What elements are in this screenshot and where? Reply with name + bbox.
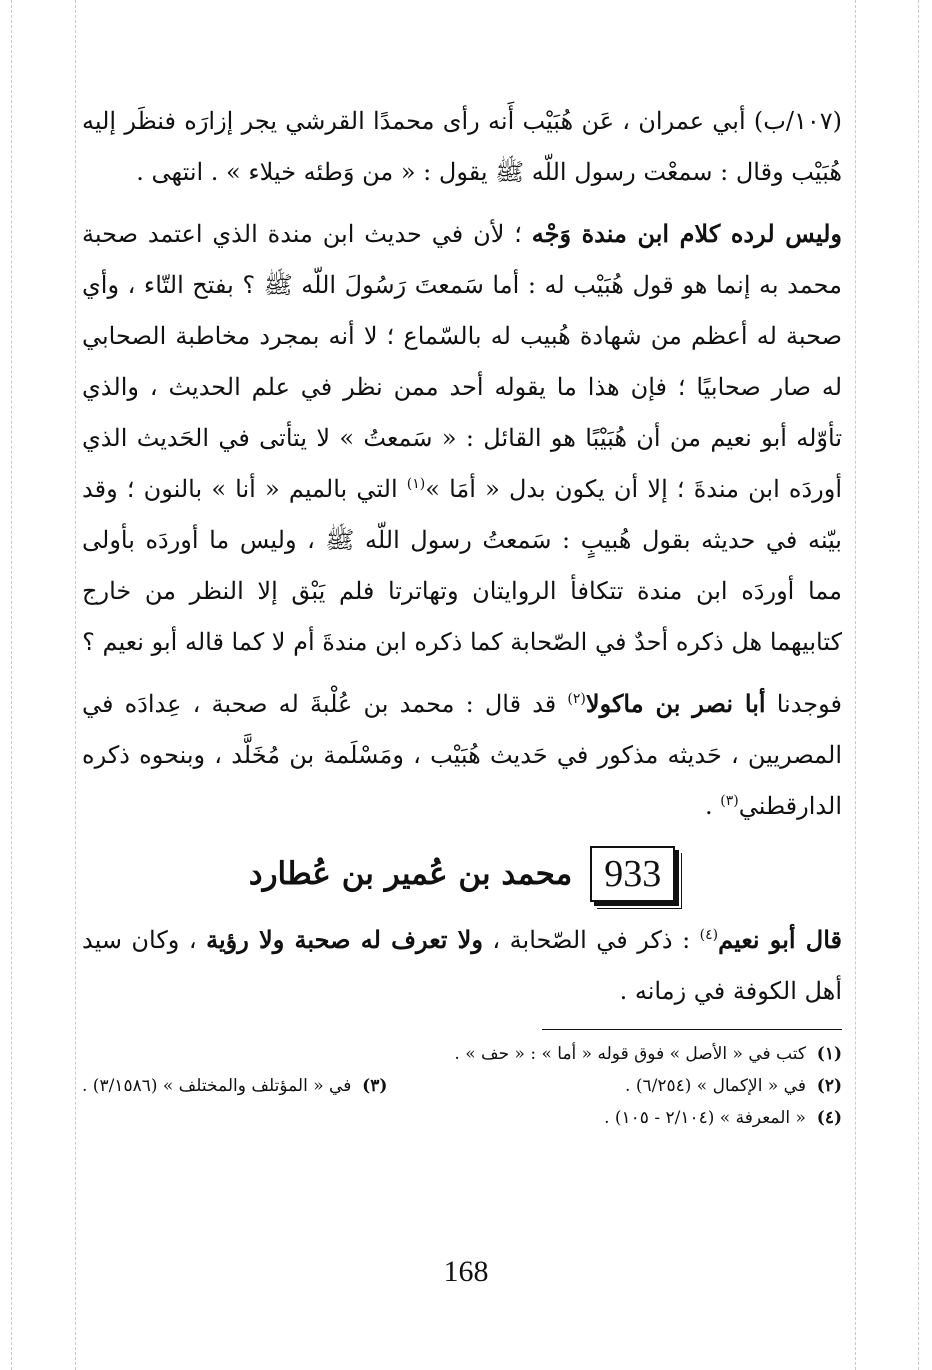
paragraph-4-bold-1: قال أبو نعيم <box>718 925 842 954</box>
footnote-3-text: في « المؤتلف والمختلف » (٣/١٥٨٦) . <box>82 1076 352 1096</box>
margin-guide-line <box>855 0 856 1370</box>
footnote-3 <box>82 1070 387 1102</box>
margin-guide-line <box>918 0 919 1370</box>
footnote-ref-1: (١) <box>406 476 426 492</box>
footnote-ref-3: (٣) <box>720 793 739 809</box>
paragraph-3 <box>82 678 842 832</box>
footnote-ref-2: (٢) <box>567 691 586 707</box>
margin-guide-line <box>75 0 76 1370</box>
paragraph-3-end: . <box>705 792 721 820</box>
paragraph-2-text: ؛ لأن في حديث ابن مندة الذي اعتمد صحبة محمد به إنما هو قول هُبَيْب له : أما سَمعتَ رَسُولَ اللّه ﷺ ؟ بفتح التّاء ، وأي صحبة له أعظم من شهادة هُبيب له بالسّماع ؛ لا أنه بمجرد مخاطبة الصحابي له صار صحابيًا ؛ فإن هذا ما يقوله أحد ممن نظر في علم الحديث ، والذي تأوّله أبو نعيم من أن هُبَيْبًا هو القائل : « سَمعتُ » لا يتأتى في الحَديث الذي أوردَه ابن مندةَ ؛ إلا أن يكون بدل « أمَا » <box>82 220 843 503</box>
footnote-row-2 <box>82 1070 842 1102</box>
footnote-4 <box>82 1102 842 1134</box>
paragraph-2 <box>82 208 842 668</box>
paragraph-2-tail: التي بالميم « أنا » بالنون ؛ وقد بيّنه في حديثه بقول هُبيبٍ : سَمعتُ رسول اللّه ﷺ ، وليس ما أوردَه بأولى مما أوردَه ابن مندة تتكافأ الروايتان وتهاترتا فلم يَبْق إلا النظر من خارج كتابيهما هل ذكره أحدٌ في الصّحابة كما ذكره ابن مندةَ أم لا كما قاله أبو نعيم ؟ <box>82 475 842 656</box>
paragraph-3-text: قد قال : محمد بن عُلْبةَ له صحبة ، عِدادَه في المصريين ، حَديثه مذكور في حَديث هُبَيْب ، ومَسْلَمة بن مُخَلَّد ، وبنحوه ذكره الدارقطني <box>82 690 842 820</box>
paragraph-1-text: (١٠٧/ب) أبي عمران ، عَن هُبَيْب أَنه رأى محمدًا القرشي يجر إزارَه فنظَر إليه هُبَيْب وقال : سمعْت رسول اللّه ﷺ يقول : « من وَطئه خيلاء » . انتهى . <box>82 107 842 186</box>
footnote-1-number: (١) <box>816 1044 842 1064</box>
paragraph-4-end: ، وكان سيد أهل الكوفة في زمانه . <box>82 926 842 1005</box>
footnote-separator <box>542 1029 842 1030</box>
entry-heading <box>82 846 842 902</box>
footnote-3-number: (٣) <box>362 1076 388 1096</box>
footnote-4-number: (٤) <box>816 1108 842 1128</box>
page-body <box>82 96 842 1134</box>
paragraph-4-bold-2: ولا تعرف له صحبة ولا رؤية <box>206 925 483 954</box>
footnote-1 <box>82 1038 842 1070</box>
footnote-2-number: (٢) <box>816 1076 842 1096</box>
entry-title: محمد بن عُمير بن عُطارد <box>248 856 573 892</box>
page-number: 168 <box>443 1255 489 1288</box>
paragraph-1 <box>82 96 842 198</box>
margin-guide-line <box>11 0 12 1370</box>
paragraph-2-bold: وليس لرده كلام ابن مندة وَجْه <box>531 219 842 248</box>
paragraph-3-pre: فوجدنا <box>765 690 842 718</box>
paragraph-3-bold: أبا نصر بن ماكولا <box>585 689 766 718</box>
footnote-ref-4: (٤) <box>699 927 719 943</box>
footnote-2-text: في « الإكمال » (٦/٢٥٤) . <box>625 1076 806 1096</box>
footnote-4-text: « المعرفة » (٢/١٠٤ - ١٠٥) . <box>604 1108 806 1128</box>
paragraph-4-mid: : ذكر في الصّحابة ، <box>482 926 700 954</box>
footnote-2 <box>625 1070 842 1102</box>
entry-number-box: 933 <box>590 846 675 902</box>
paragraph-4 <box>82 914 842 1017</box>
footnote-1-text: كتب في « الأصل » فوق قوله « أما » : « حف » . <box>454 1044 806 1064</box>
